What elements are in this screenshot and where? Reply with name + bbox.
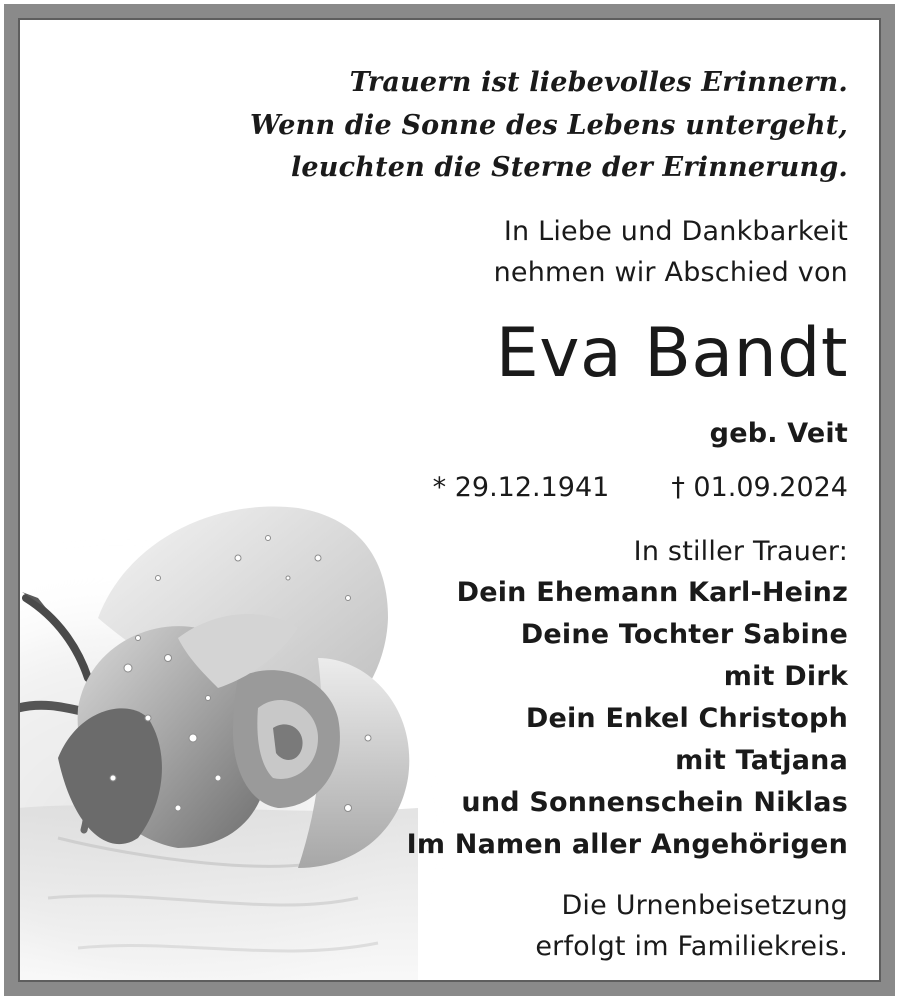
life-dates — [433, 472, 848, 503]
mourner-line: Dein Ehemann Karl-Heinz — [456, 577, 848, 608]
mourner-line: mit Tatjana — [675, 745, 848, 776]
quote-line: leuchten die Sterne der Erinnerung. — [290, 152, 848, 183]
death-date: † 01.09.2024 — [671, 472, 848, 503]
mourner-line: und Sonnenschein Niklas — [461, 787, 848, 818]
quote-line: Wenn die Sonne des Lebens untergeht, — [249, 110, 848, 141]
mourner-line: Dein Enkel Christoph — [525, 703, 848, 734]
deceased-name: Eva Bandt — [495, 314, 848, 393]
intro-line: nehmen wir Abschied von — [493, 257, 848, 288]
intro-line: In Liebe und Dankbarkeit — [503, 216, 848, 247]
mourner-line: mit Dirk — [723, 661, 848, 692]
mourner-line: Deine Tochter Sabine — [520, 619, 848, 650]
mourners-heading: In stiller Trauer: — [633, 536, 848, 567]
quote-line: Trauern ist liebevolles Erinnern. — [349, 67, 848, 98]
footer-line: Die Urnenbeisetzung — [561, 890, 848, 921]
birth-date: * 29.12.1941 — [432, 472, 610, 503]
mourner-line: Im Namen aller Angehörigen — [406, 829, 848, 860]
obituary-notice — [4, 4, 895, 996]
footer-line: erfolgt im Familiekreis. — [535, 931, 848, 962]
maiden-name: geb. Veit — [709, 418, 848, 449]
notice-text — [18, 18, 881, 982]
